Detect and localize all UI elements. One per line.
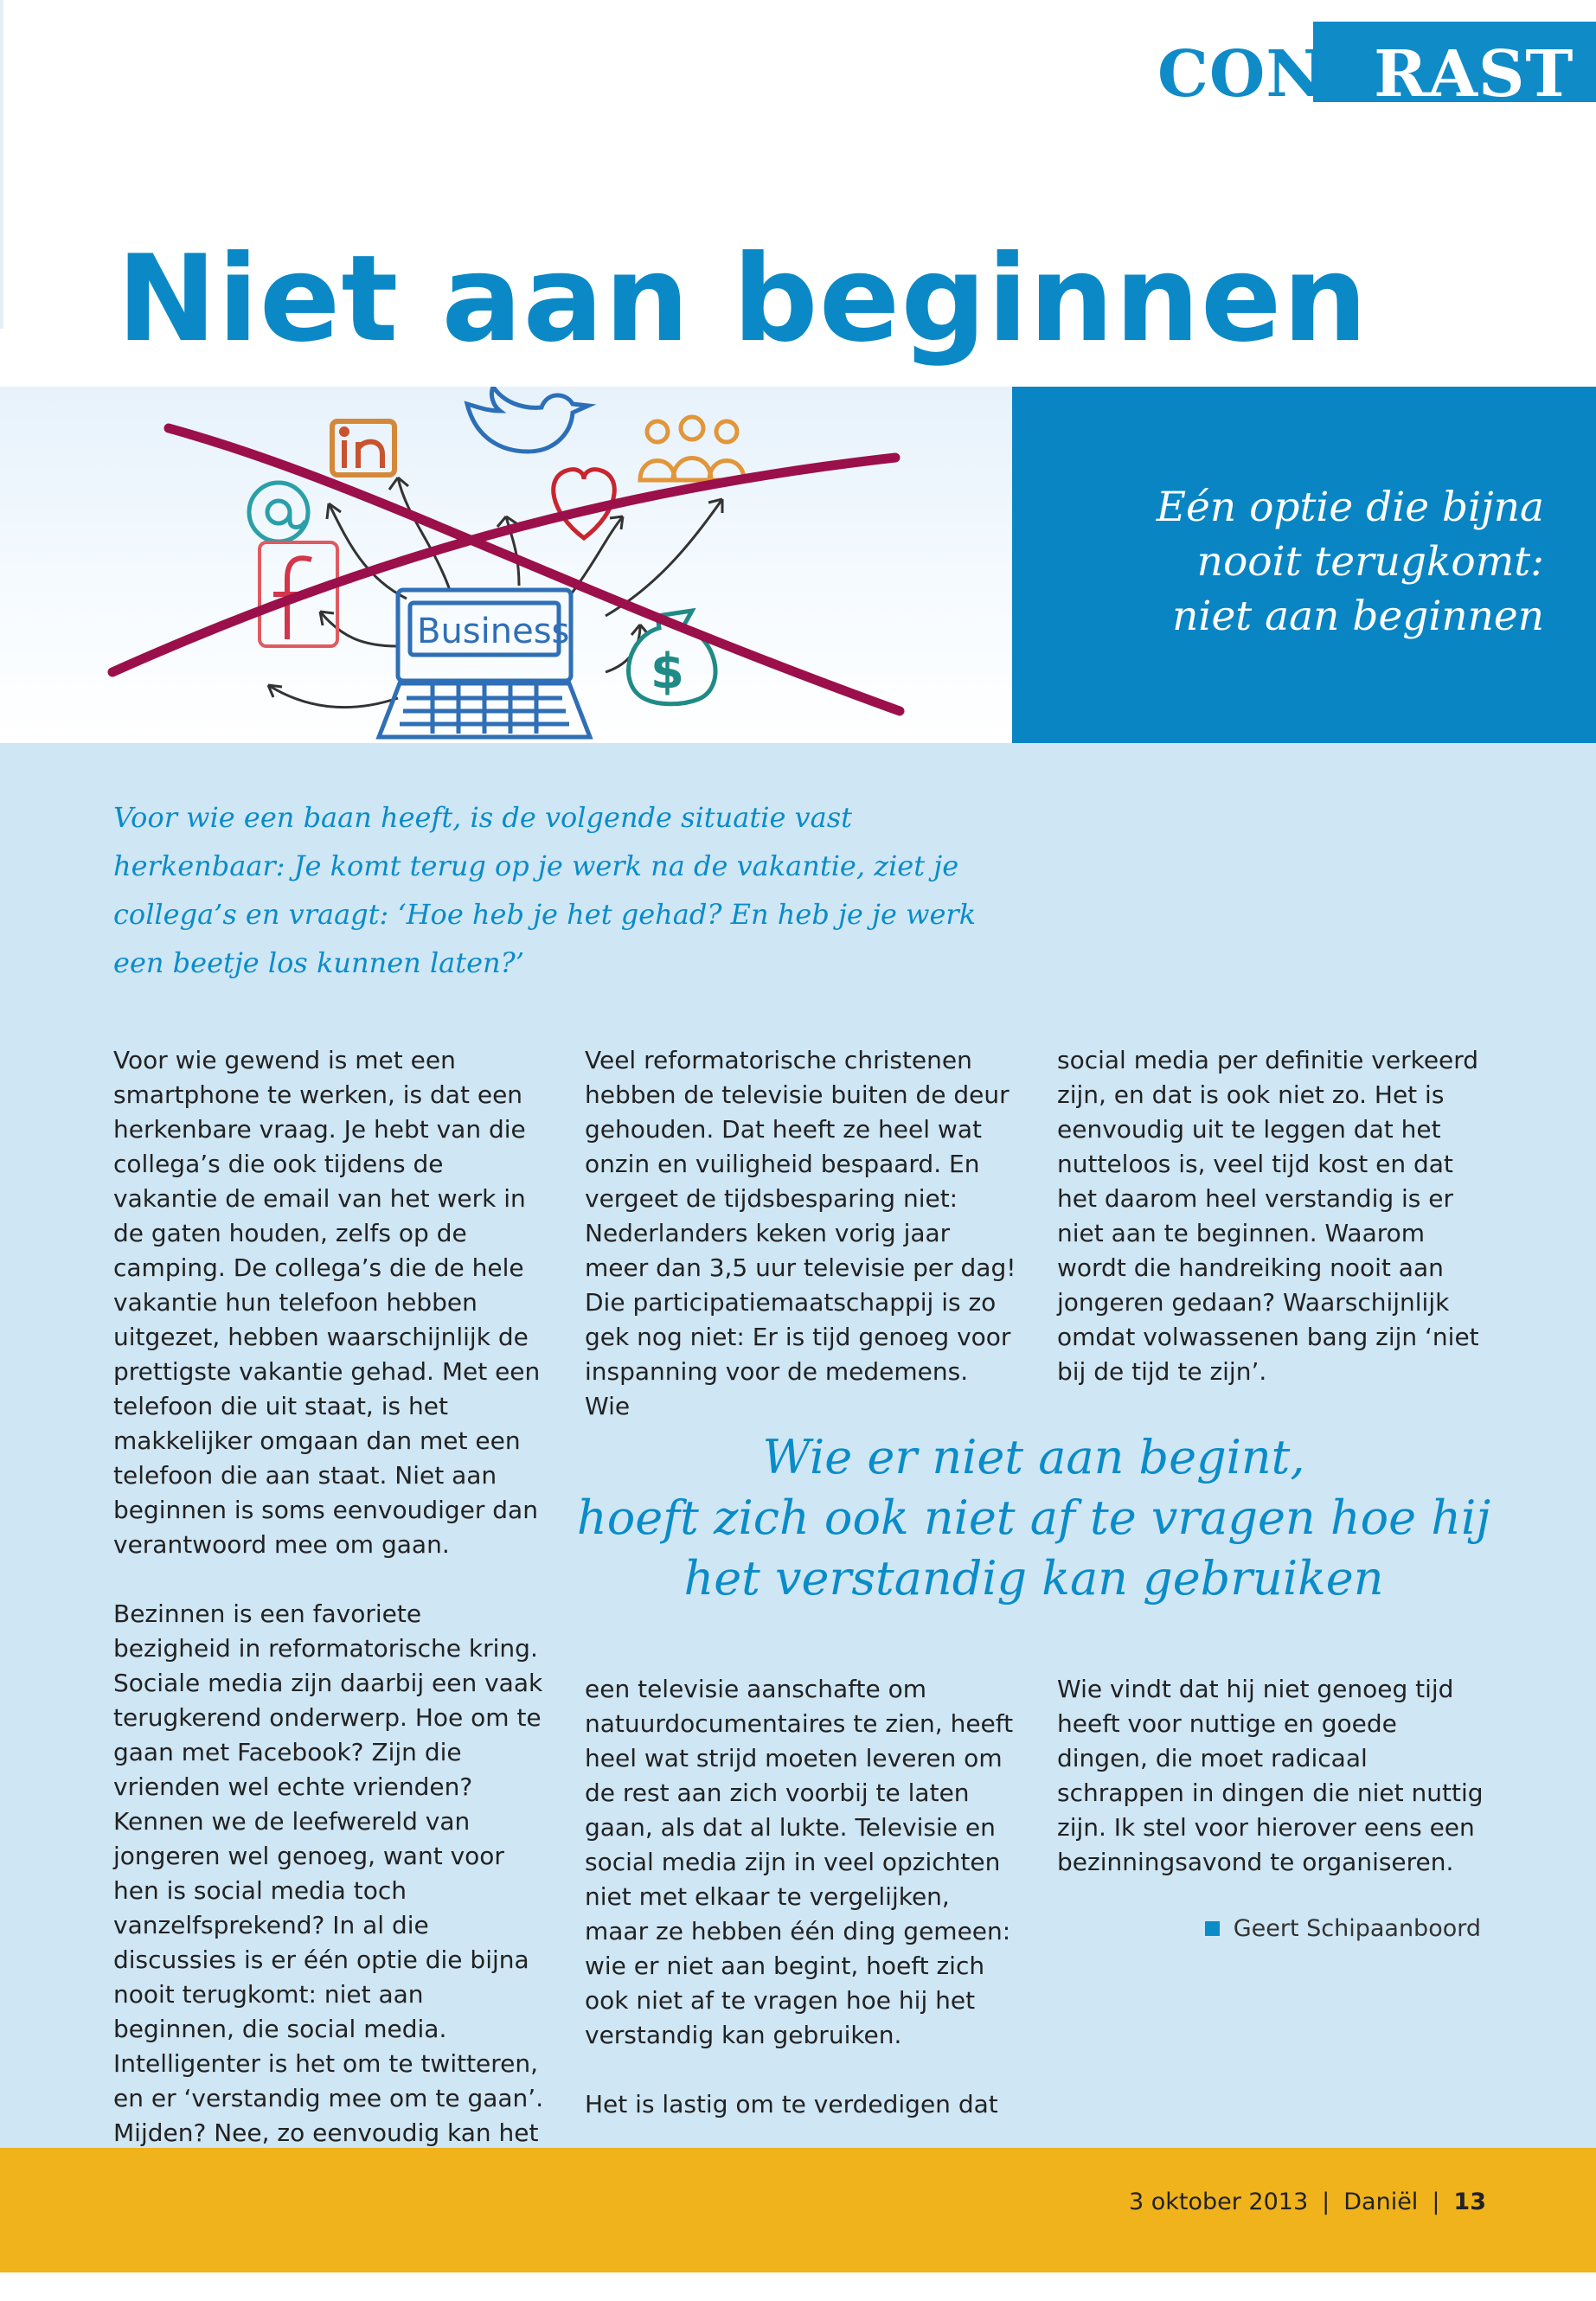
section-tag-part1: CONT [1157, 37, 1375, 112]
article-intro: Voor wie een baan heeft, is de volgende situatie vast herkenbaar: Je komt terug op je werk na de vakantie, ziet je collega’s en vraagt: ‘Hoe heb je het gehad? En heb je je werk een beetje los kunnen laten?’ [113, 801, 977, 979]
page-number: 13 [1453, 2189, 1486, 2215]
paragraph: een televisie aanschafte om natuurdocumentaires te zien, heeft heel wat strijd moeten leveren om de rest aan zich voorbij te laten gaan, als dat al lukte. Televisie en social media zijn in veel opzichten niet met elkaar te vergelijken, maar ze hebben één ding gemeen: wie er niet aan begint, hoeft zich ook niet af te vragen hoe hij het verstandig kan gebruiken. [585, 1675, 1014, 2049]
linkedin-icon [332, 421, 394, 475]
paragraph: Voor wie gewend is met een smartphone te werken, is dat een herkenbare vraag. Je hebt van die collega’s die ook tijdens de vakantie de email van het werk in de gaten houden, zelfs op de camping. De collega’s die de hele vakantie hun telefoon hebben uitgezet, hebben waarschijnlijk de prettigste vakantie gehad. Met een telefoon die uit staat, is het makkelijker omgaan dan met een telefoon die aan staat. Niet aan beginnen is soms eenvoudiger dan verantwoord mee om gaan. [113, 1046, 541, 1559]
svg-text:$: $ [651, 644, 684, 700]
paragraph: Veel reformatorische christenen hebben de televisie buiten de deur gehouden. Dat heeft ze heel wat onzin en vuiligheid bespaard. En vergeet de tijdsbesparing niet: Nederlanders keken vorig jaar meer dan 3,5 uur televisie per dag! Die participatiemaatschappij is zo gek nog niet: Er is tijd genoeg voor inspanning voor de medemens. Wie [585, 1046, 1016, 1420]
section-tag-word [1157, 37, 1574, 112]
hero-illustration [0, 387, 1012, 743]
laptop-label: Business [417, 612, 570, 651]
section-tag [1157, 22, 1596, 112]
pull-quote-line: Wie er niet aan begint, [762, 1430, 1305, 1484]
teaser-line: nooit terugkomt: [1196, 538, 1544, 586]
footer-separator: | [1432, 2189, 1440, 2215]
teaser-text [1060, 480, 1544, 644]
pull-quote-line: het verstandig kan gebruiken [683, 1551, 1384, 1606]
arrow-to-facebook [320, 612, 398, 646]
paragraph: social media per definitie verkeerd zijn, en dat is ook niet zo. Het is eenvoudig uit te leggen dat het nutteloos is, veel tijd kost en dat het daarom heel verstandig is er niet aan te beginnen. Waarom wordt die handreiking nooit aan jongeren gedaan? Waarschijnlijk omdat volwassenen bang zijn ‘niet bij de tijd te zijn’. [1057, 1046, 1479, 1386]
teaser-box [1012, 387, 1596, 743]
byline [1205, 1915, 1481, 1942]
paragraph: Wie vindt dat hij niet genoeg tijd heeft voor nuttige en goede dingen, die moet radicaal schrappen in dingen die niet nuttig zijn. Ik stel voor hierover eens een bezinningsavond te organiseren. [1057, 1675, 1484, 1876]
paragraph: Bezinnen is een favoriete bezigheid in reformatorische kring. Sociale media zijn daarbij een vaak terugkerend onderwerp. Hoe om te gaan met Facebook? Zijn die vrienden wel echte vrienden? Kennen we de leefwereld van jongeren wel genoeg, want voor hen is social media toch vanzelfsprekend? In al die discussies is er één optie die bijna nooit terugkomt: niet aan beginnen, die social media. Intelligenter is het om te twitteren, en er ‘verstandig mee om te gaan’. Mijden? Nee, zo eenvoudig kan het [113, 1599, 544, 2147]
section-tag-part2: RAST [1374, 37, 1574, 112]
twitter-bird-icon [467, 387, 588, 452]
column-3-bottom [1057, 1672, 1494, 1880]
laptop-icon [379, 590, 590, 737]
hero-svg [0, 387, 1012, 743]
column-2-bottom [585, 1672, 1017, 2122]
magazine-name: Daniël [1343, 2189, 1419, 2215]
paragraph: Het is lastig om te verdedigen dat [585, 2090, 998, 2118]
byline-square-icon [1205, 1921, 1220, 1936]
red-cross-mark [112, 428, 900, 711]
pull-quote-line: hoeft zich ook niet af te vragen hoe hij [576, 1490, 1491, 1545]
column-2-top [585, 1043, 1017, 1424]
arrow-to-linkedin [398, 478, 450, 590]
page-footer [0, 2148, 1596, 2272]
footer-text [1129, 2189, 1486, 2215]
arrow-to-left [268, 685, 398, 708]
teaser-line: niet aan beginnen [1172, 593, 1544, 640]
teaser-line: Eén optie die bijna [1156, 484, 1544, 531]
column-3-top [1057, 1043, 1494, 1389]
footer-separator: | [1322, 2189, 1330, 2215]
issue-date: 3 oktober 2013 [1128, 2189, 1309, 2215]
page-edge-mark [0, 0, 3, 329]
at-sign-icon [249, 483, 308, 542]
column-1 [113, 1043, 546, 2185]
pull-quote [571, 1427, 1497, 1609]
page-title: Niet aan beginnen [117, 229, 1368, 369]
author-name: Geert Schipaanboord [1233, 1915, 1481, 1942]
people-icon [640, 417, 744, 480]
